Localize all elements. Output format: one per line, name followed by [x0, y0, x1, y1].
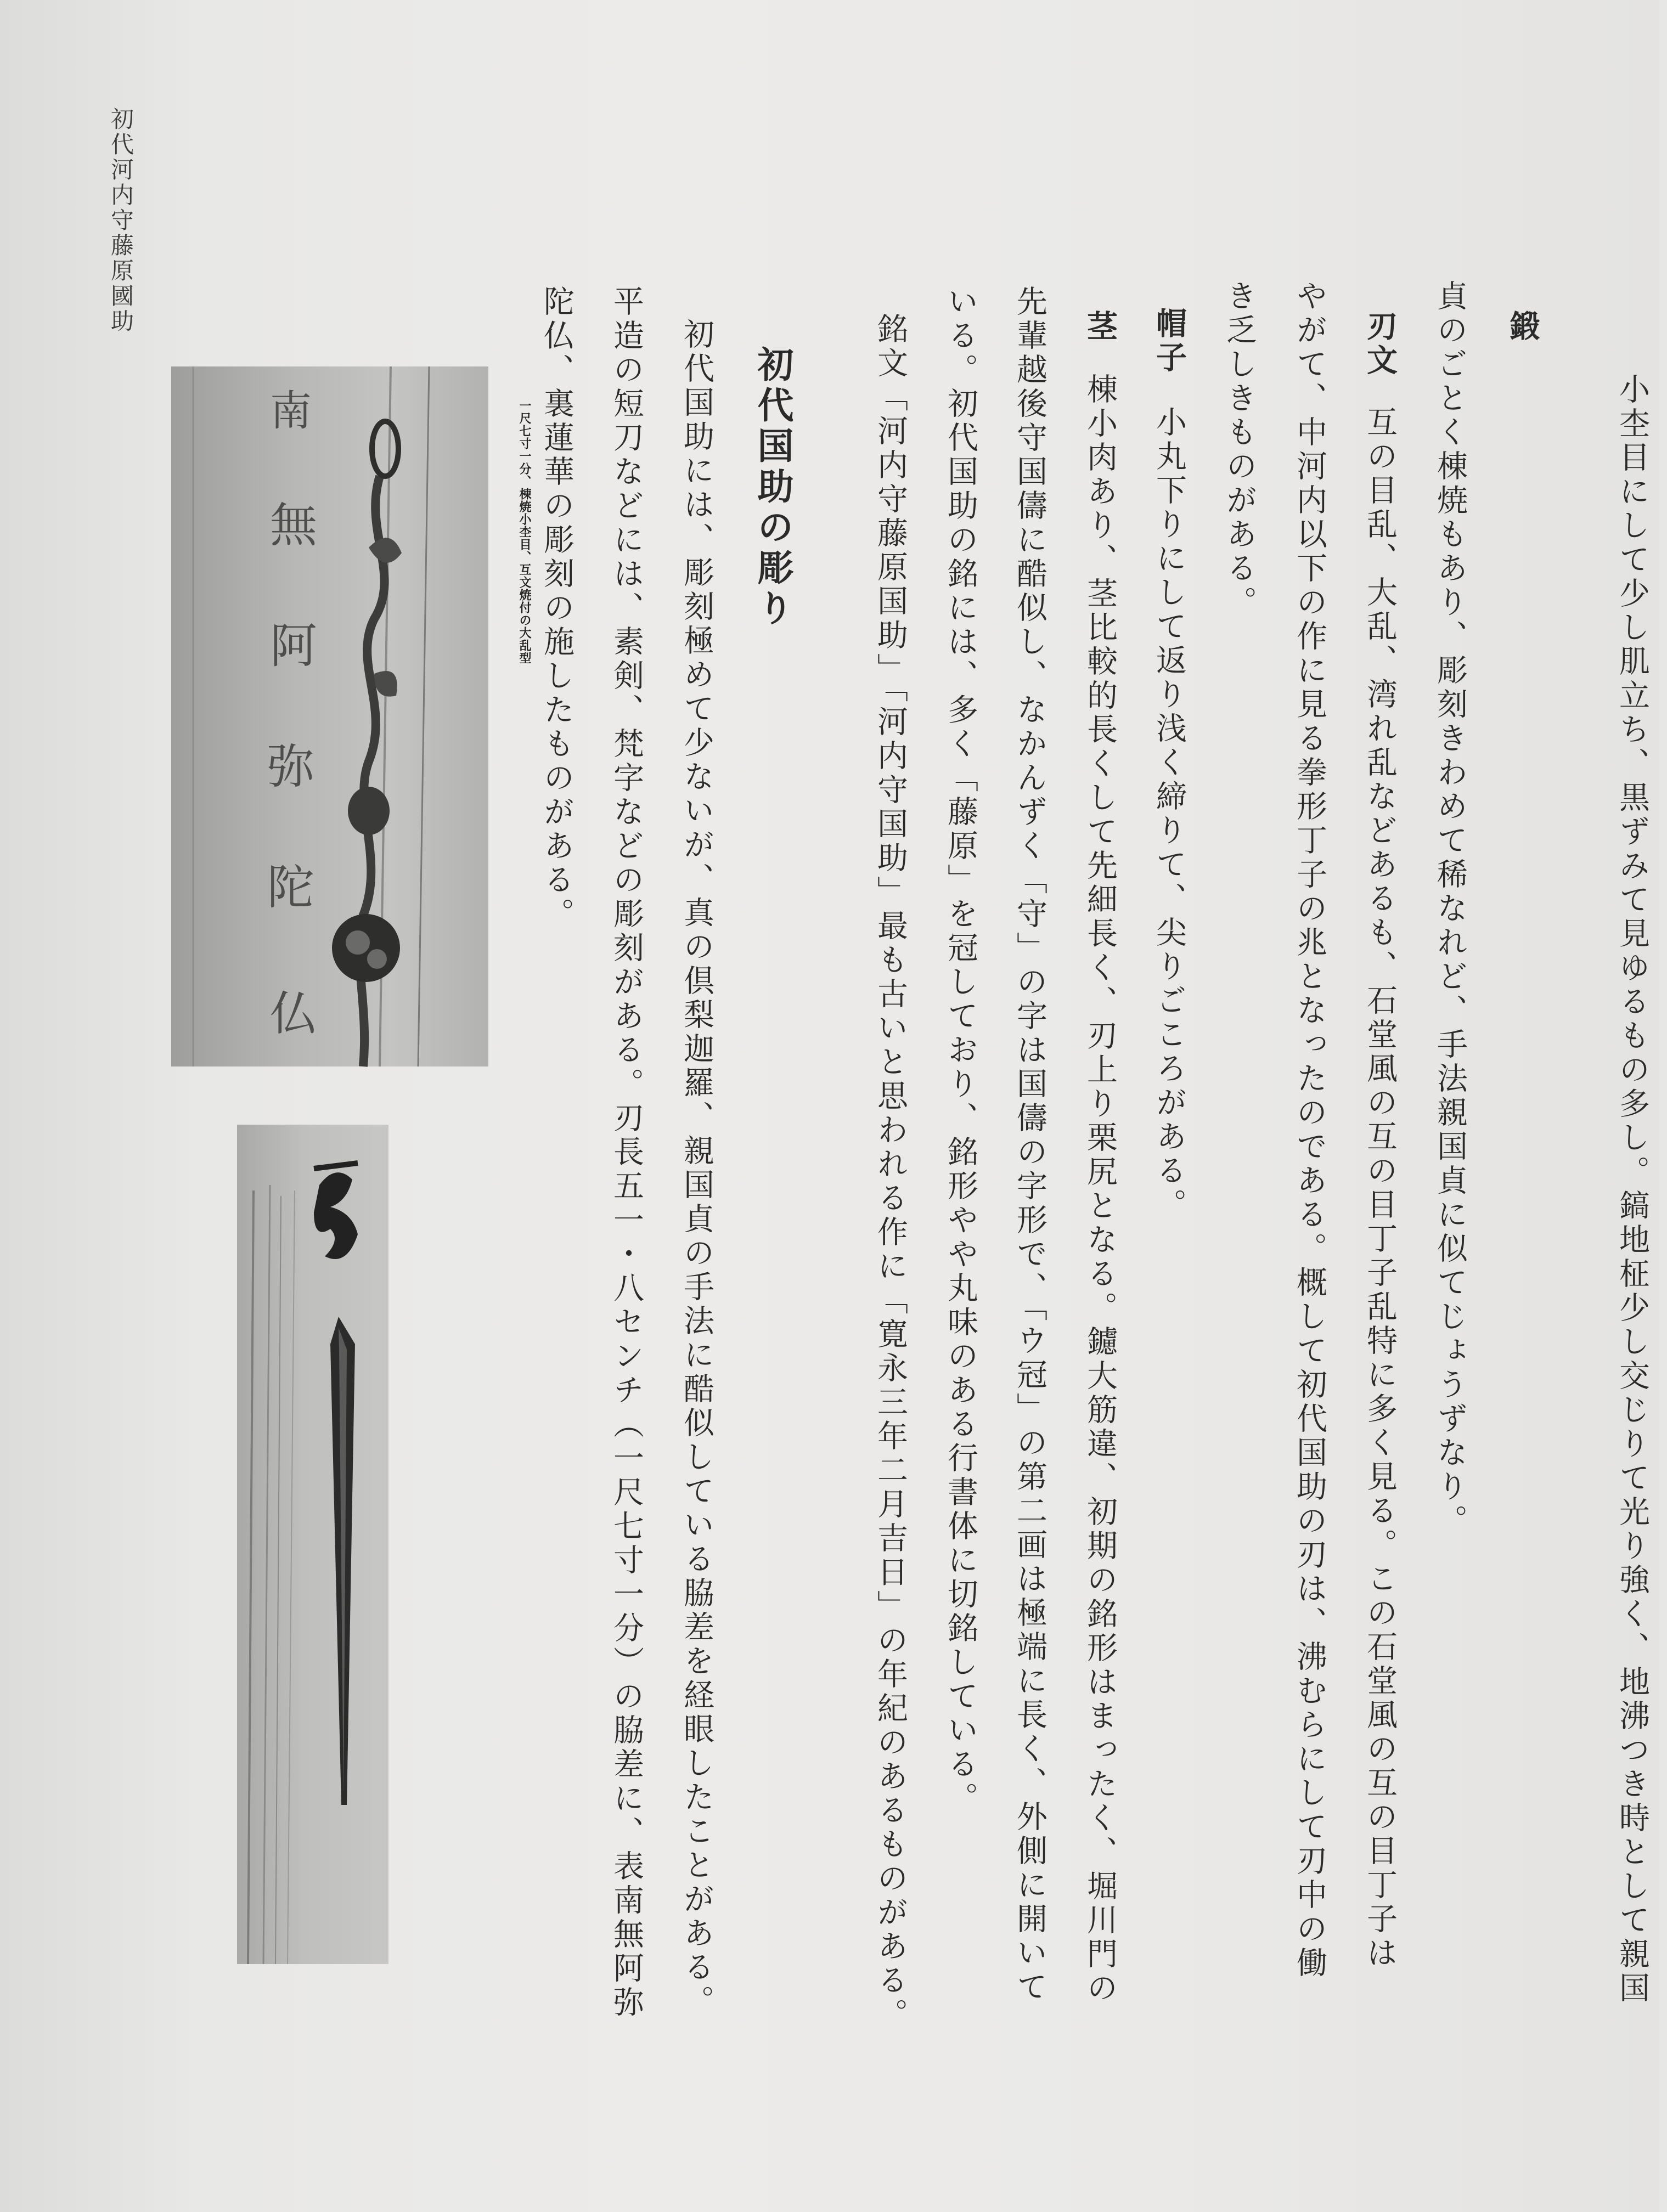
horimono-line-1: 初代国助には、彫刻極めて少ないが、真の倶梨迦羅、親国貞の手法に酷似している脇差を経眼したことがある。 [679, 318, 714, 2019]
oshigata-caption: 一尺七寸一分、棟焼小杢目、互文焼付の大乱型 [517, 399, 531, 664]
groove-line [263, 1185, 270, 1964]
nakago-line-3: いる。初代国助の銘には、多く「藤原」を冠しており、銘形やや丸味のある行書体に切銘している。 [943, 285, 978, 1816]
oshigata-glyph-4: 弥 [267, 740, 314, 794]
oshigata-photo-2 [237, 1125, 388, 1964]
hamon-line-1: 互の目乱、大乱、湾れ乱などあるも、石堂風の互の目丁子乱特に多く見る。この石堂風の互の目丁子は [1362, 406, 1398, 1971]
groove-line [275, 1196, 281, 1964]
bonji-carving [314, 1163, 358, 1169]
oshigata-glyph-1: 南 [270, 386, 312, 435]
oshigata-photo-1 [171, 366, 531, 1066]
kitae-line-2: 貞のごとく棟焼もあり、彫刻きわめて稀なれど、手法親国貞に似てじょうずなり。 [1432, 280, 1468, 1538]
carving-leaf [369, 538, 402, 563]
section-nakago [1065, 310, 1135, 377]
bonji-carving [314, 1172, 358, 1259]
carving-bud [348, 787, 390, 835]
oshigata-drawing-2 [237, 1125, 388, 1964]
section-label-nakago: 茎 [1082, 310, 1118, 344]
section-label-boshi: 帽子 [1151, 307, 1187, 375]
groove-line [248, 1190, 254, 1964]
oshigata-glyph-2: 無 [270, 498, 317, 553]
nakago-line-4: 銘文「河内守藤原国助」「河内守国助」最も古いと思われる作に「寛永三年二月吉日」の年紀のあるものがある。 [872, 313, 908, 2032]
horimono-line-2: 平造の短刀などには、素剣、梵字などの彫刻がある。刃長五一・八センチ（一尺七寸一分）の脇差に、表南無阿弥 [609, 285, 644, 2020]
groove-line [288, 1190, 295, 1964]
side-caption: 初代河内守藤原國助 [108, 107, 134, 334]
section-kitae [1487, 310, 1557, 377]
oshigata-glyph-6: 仏 [270, 986, 317, 1041]
section-label-kitae: 鍛 [1505, 310, 1540, 344]
hamon-line-3: き乏しきものがある。 [1221, 280, 1257, 620]
groove-line [418, 366, 429, 1066]
kitae-line-1: 小杢目にして少し肌立ち、黒ずみて見ゆるもの多し。鎬地柾少し交じりて光り強く、地沸つき時として親国 [1614, 373, 1650, 2006]
boshi-line-1: 小丸下りにして返り浅く締りて、尖りごころがある。 [1151, 406, 1187, 1222]
carving-bud [372, 421, 398, 476]
section-hamon [1344, 310, 1415, 411]
hamon-line-2: やがて、中河内以下の作に見る拳形丁子の兆となったのである。概して初代国助の刃は、沸むらにして刃中の働 [1292, 280, 1327, 1980]
carving-leaf [374, 671, 397, 697]
oshigata-glyph-3: 阿 [270, 619, 317, 674]
oshigata-drawing-1 [171, 366, 488, 1066]
section-title-horimono: 初代国助の彫り [751, 346, 793, 630]
section-label-hamon: 刃文 [1362, 310, 1398, 378]
nakago-line-1: 棟小肉あり、茎比較的長くして先細長く、刃上り栗尻となる。鑢大筋違、初期の銘形はまったく、堀川門の [1082, 373, 1118, 2006]
horimono-line-3: 陀仏、裏蓮華の彫刻の施したものがある。 [539, 285, 575, 932]
nakago-line-2: 先輩越後守国儔に酷似し、なかんずく「守」の字は国儔の字形で、「ウ冠」の第二画は極端に長く、外側に開いて [1012, 285, 1047, 2005]
carving-lotus [346, 930, 370, 955]
oshigata-glyph-5: 陀 [267, 860, 314, 915]
carving-lotus [367, 949, 387, 969]
section-boshi [1134, 307, 1204, 408]
